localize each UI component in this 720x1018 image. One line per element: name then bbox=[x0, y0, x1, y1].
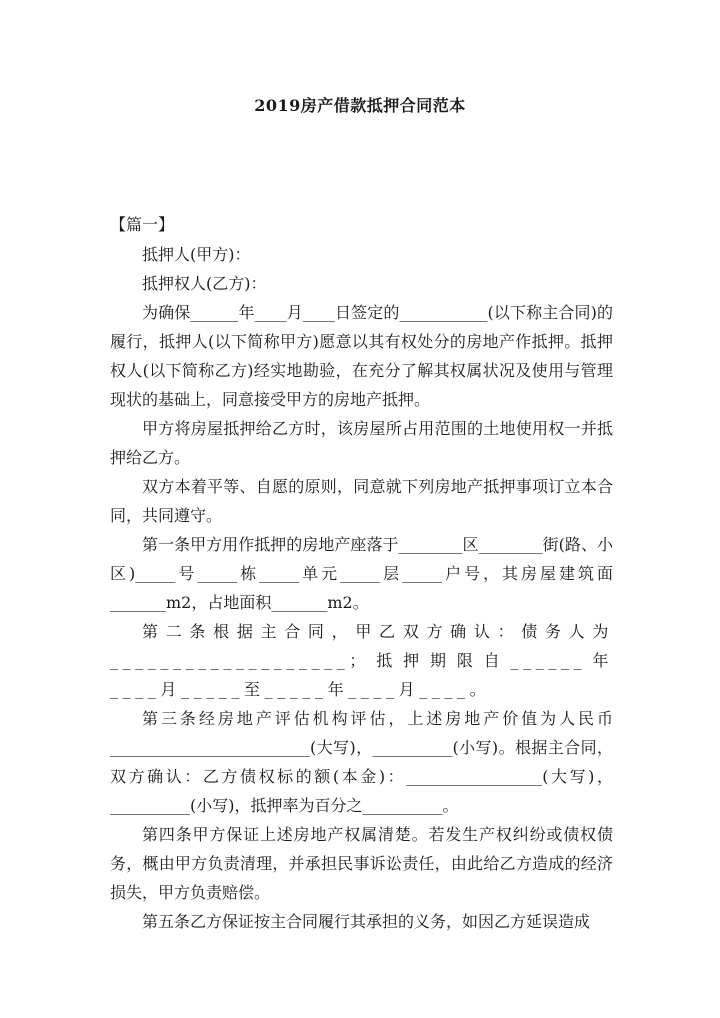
document-title: 2019房产借款抵押合同范本 bbox=[254, 96, 466, 115]
document-body bbox=[110, 240, 613, 936]
paragraph-mortgagor: 抵押人(甲方)： bbox=[142, 245, 251, 264]
paragraph-article-3: 第三条经房地产评估机构评估，上述房地产价值为人民币_________________________(大写)，__________(小写)。根据主合同，双方确认：乙方债权标的额(本金)：_________________(大写)，__________(小写)，抵押率为百分之__________。 bbox=[110, 709, 613, 815]
paragraph-preamble: 为确保______年____月____日签定的___________(以下称主合同)的履行，抵押人(以下简称甲方)愿意以其有权处分的房地产作抵押。抵押权人(以下简称乙方)经实地勘验，在充分了解其权属状况及使用与管理现状的基础上，同意接受甲方的房地产抵押。 bbox=[110, 303, 613, 409]
paragraph-principle: 双方本着平等、自愿的原则，同意就下列房地产抵押事项订立本合同，共同遵守。 bbox=[110, 477, 613, 525]
paragraph-article-4: 第四条甲方保证上述房地产权属清楚。若发生产权纠纷或债权债务，概由甲方负责清理，并承担民事诉讼责任，由此给乙方造成的经济损失，甲方负责赔偿。 bbox=[110, 825, 613, 902]
paragraph-mortgagee: 抵押权人(乙方)： bbox=[142, 274, 267, 293]
paragraph-article-5: 第五条乙方保证按主合同履行其承担的义务，如因乙方延误造成 bbox=[142, 912, 591, 931]
paragraph-article-1: 第一条甲方用作抵押的房地产座落于________区________街(路、小区)_____号_____栋_____单元_____层_____户号，其房屋建筑面_______m2，占地面积_______m2。 bbox=[110, 535, 613, 612]
paragraph-land-use: 甲方将房屋抵押给乙方时，该房屋所占用范围的土地使用权一并抵押给乙方。 bbox=[110, 419, 613, 467]
paragraph-article-2: 第二条根据主合同，甲乙双方确认：债务人为___________________；抵押期限自______年____月_____至_____年____月____。 bbox=[110, 622, 613, 699]
section-heading: 【篇一】 bbox=[110, 215, 175, 234]
